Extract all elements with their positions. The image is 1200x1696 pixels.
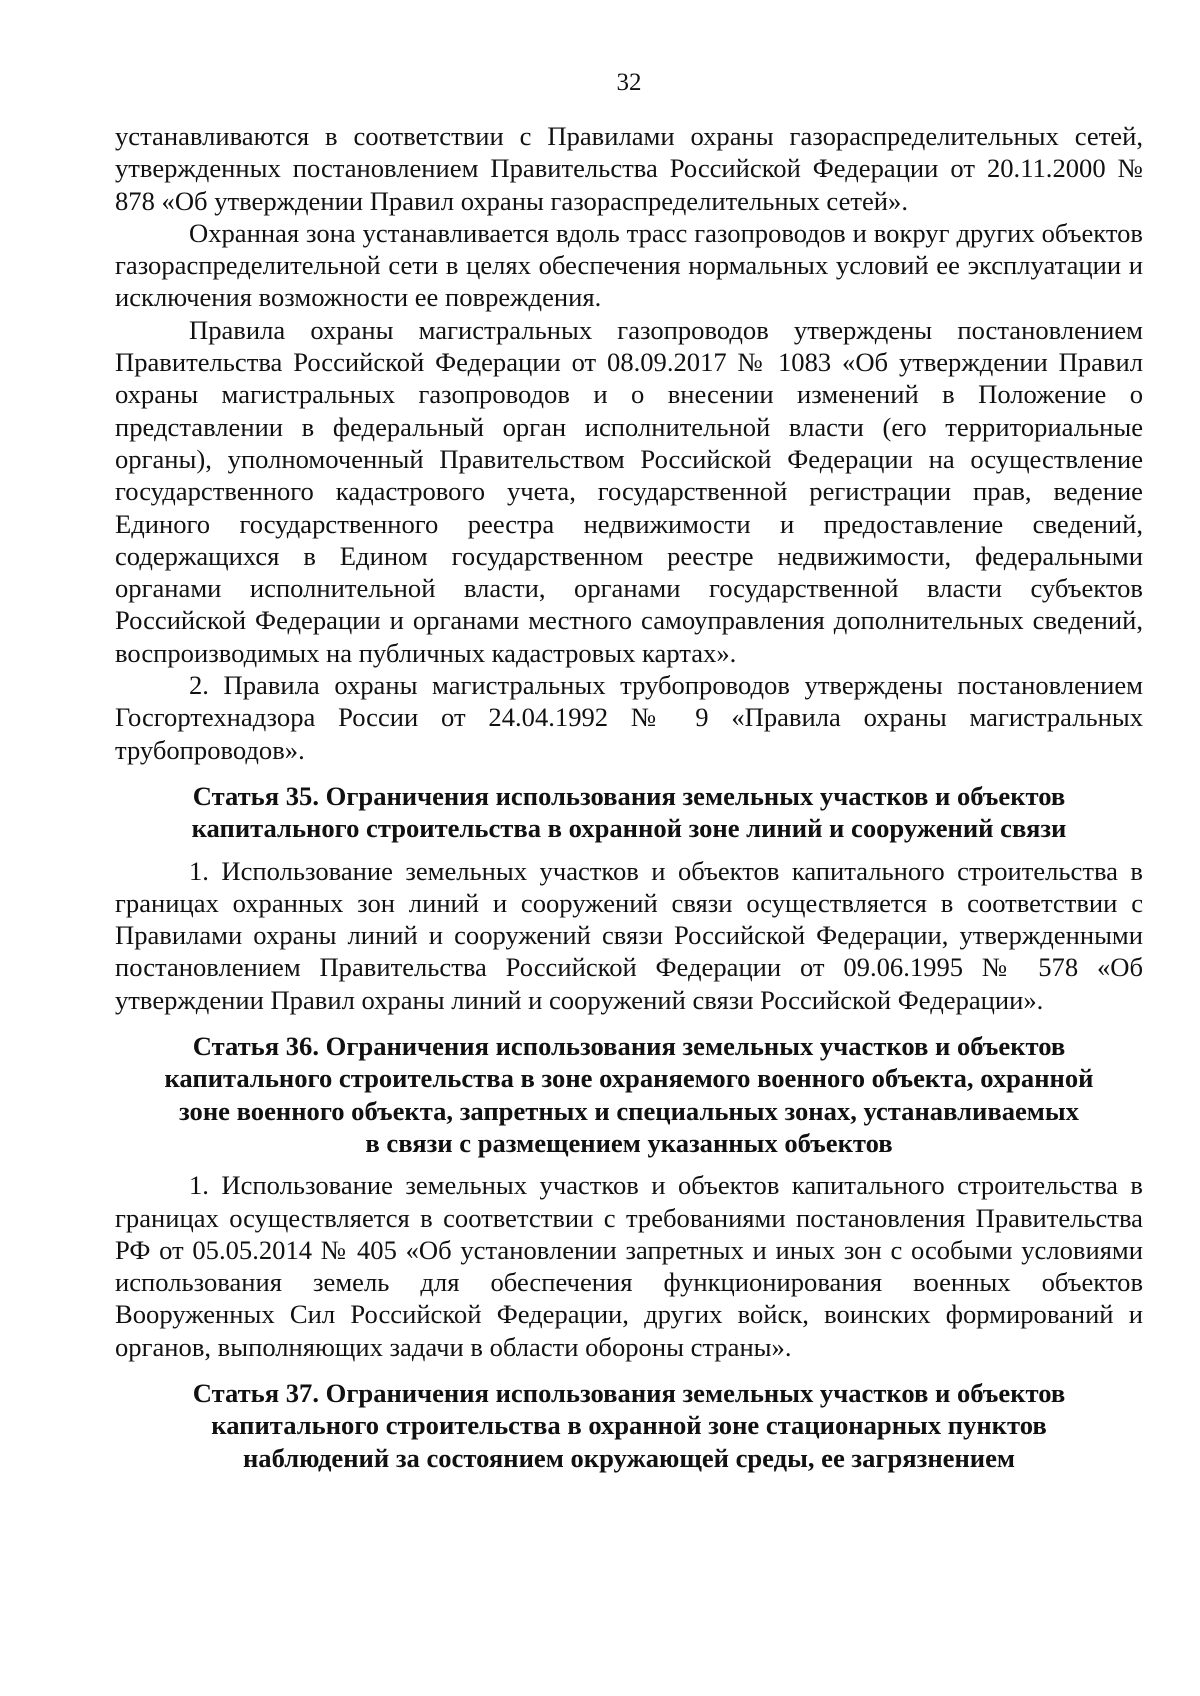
paragraph: Правила охраны магистральных газопроводов утверждены постановлением Правительства Российской Федерации от 08.09.2017 № 1083 «Об утверждении Правил охраны магистральных газопроводов и о внесении изменений в Положение о представлении в федеральный орган исполнительной власти (его территориальные органы), уполномоченный Правительством Российской Федерации на осуществление государственного кадастрового учета, государственной регистрации прав, ведение Единого государственного реестра недвижимости и предоставление сведений, содержащихся в Едином государственном реестре недвижимости, федеральными органами исполнительной власти, органами государственной власти субъектов Российской Федерации и органами местного самоуправления дополнительных сведений, воспроизводимых на публичных кадастровых картах».	[115, 314, 1143, 668]
paragraph: устанавливаются в соответствии с Правилами охраны газораспределительных сетей, утвержденных постановлением Правительства Российской Федерации от 20.11.2000 № 878 «Об утверждении Правил охраны газораспределительных сетей».	[115, 121, 1143, 216]
article-36-heading	[115, 1030, 1143, 1159]
paragraph: 2. Правила охраны магистральных трубопроводов утверждены постановлением Госгортехнадзора России от 24.04.1992 № 9 «Правила охраны магистральных трубопроводов».	[115, 670, 1143, 765]
article-35-heading	[115, 780, 1143, 845]
article-37-heading	[115, 1377, 1143, 1474]
heading-line: Статья 35. Ограничения использования земельных участков и объектов	[192, 780, 1066, 811]
heading-line: Статья 36. Ограничения использования земельных участков и объектов	[192, 1031, 1066, 1062]
heading-line: Статья 37. Ограничения использования земельных участков и объектов	[192, 1377, 1066, 1408]
article-36-paragraph: 1. Использование земельных участков и объектов капитального строительства в границах осуществляется в соответствии с требованиями постановления Правительства РФ от 05.05.2014 № 405 «Об установлении запретных и иных зон с особыми условиями использования земель для обеспечения функционирования военных объектов Вооруженных Сил Российской Федерации, других войск, воинских формирований и органов, выполняющих задачи в области обороны страны».	[115, 1170, 1143, 1362]
heading-line: в связи с размещением указанных объектов	[365, 1127, 893, 1158]
page-number: 32	[616, 69, 642, 96]
heading-line: наблюдений за состоянием окружающей среды, ее загрязнением	[242, 1442, 1016, 1473]
heading-line: капитального строительства в охранной зоне стационарных пунктов	[211, 1410, 1047, 1441]
heading-line: зоне военного объекта, запретных и специальных зонах, устанавливаемых	[179, 1095, 1079, 1126]
article-35-paragraph: 1. Использование земельных участков и объектов капитального строительства в границах охранных зон линий и сооружений связи осуществляется в соответствии с Правилами охраны линий и сооружений связи Российской Федерации, утвержденными постановлением Правительства Российской Федерации от 09.06.1995 № 578 «Об утверждении Правил охраны линий и сооружений связи Российской Федерации».	[115, 855, 1143, 1015]
heading-line: капитального строительства в охранной зоне линий и сооружений связи	[191, 813, 1067, 844]
heading-line: капитального строительства в зоне охраняемого военного объекта, охранной	[164, 1063, 1094, 1094]
paragraph: Охранная зона устанавливается вдоль трасс газопроводов и вокруг других объектов газораспределительной сети в целях обеспечения нормальных условий ее эксплуатации и исключения возможности ее повреждения.	[115, 217, 1143, 313]
